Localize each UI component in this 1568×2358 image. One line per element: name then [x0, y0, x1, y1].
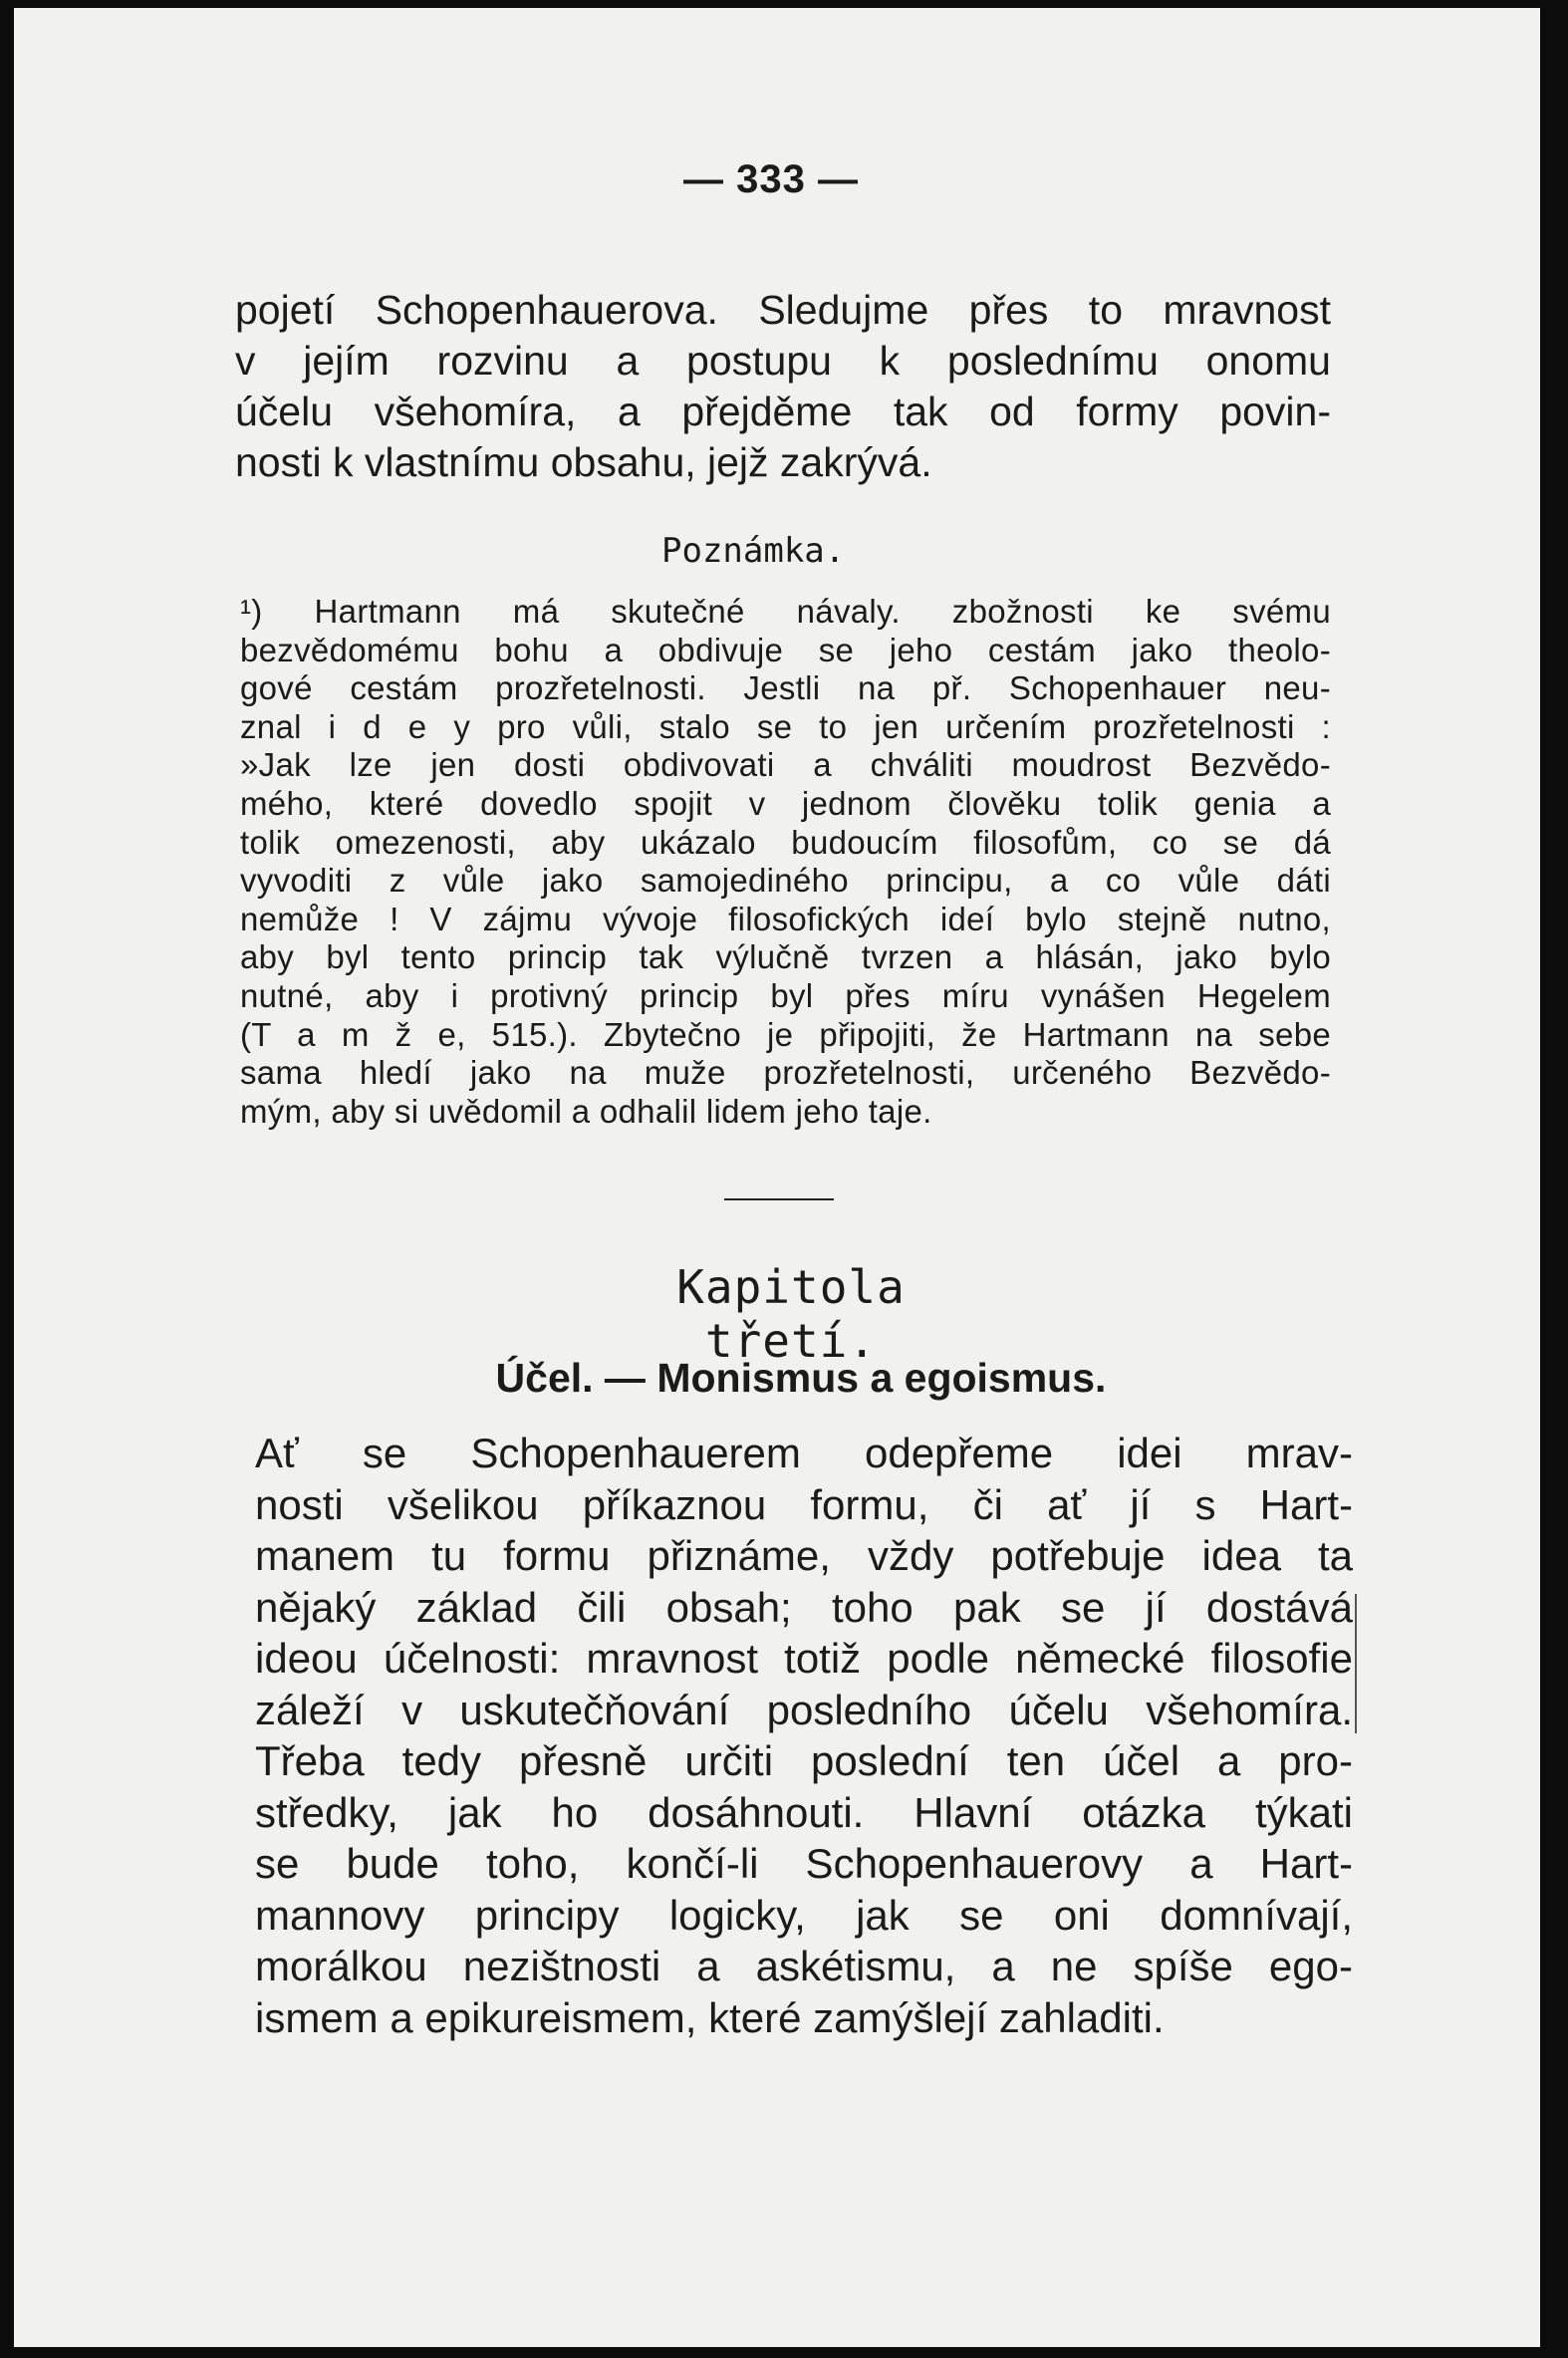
intro-paragraph	[235, 285, 1331, 488]
main-line: středky, jak ho dosáhnouti. Hlavní otázka týkati	[255, 1788, 1353, 1836]
intro-line: účelu všehomíra, a přejděme tak od formy povin-	[235, 389, 1331, 434]
margin-mark	[1355, 1594, 1357, 1733]
main-line: nosti všelikou příkaznou formu, či ať jí s Hart-	[255, 1480, 1353, 1528]
footnote-line: nemůže ! V zájmu vývoje filosofických ideí bylo stejně nutno,	[240, 900, 1331, 937]
footnote-line: vyvoditi z vůle jako samojediného principu, a co vůle dáti	[240, 862, 1331, 900]
footnote-line: sama hledí jako na muže prozřetelnosti, určeného Bezvědo-	[240, 1054, 1331, 1092]
footnote-line: aby byl tento princip tak výlučně tvrzen a hlásán, jako bylo	[240, 938, 1331, 976]
footnote-line: ¹) Hartmann má skutečné návaly. zbožnosti ke svému	[240, 593, 1331, 630]
main-line: se bude toho, končí-li Schopenhauerovy a Hart-	[255, 1840, 1353, 1887]
section-separator	[724, 1198, 834, 1200]
main-line: Ať se Schopenhauerem odepřeme idei mrav-	[255, 1430, 1353, 1476]
footnote-line: (T a m ž e, 515.). Zbytečno je připojiti, že Hartmann na sebe	[240, 1015, 1331, 1053]
footnote-line: znal i d e y pro vůli, stalo se to jen určením prozřetelnosti :	[240, 707, 1331, 745]
page-number: — 333 —	[683, 157, 859, 201]
intro-line: pojetí Schopenhauerova. Sledujme přes to mravnost	[235, 287, 1331, 333]
main-line: morálkou nezištnosti a askétismu, a ne spíše ego-	[255, 1943, 1353, 1989]
footnote-line: bezvědomému bohu a obdivuje se jeho cestám jako theolo-	[240, 631, 1331, 668]
main-line: ismem a epikureismem, které zamýšlejí zahladiti.	[255, 1993, 1165, 2041]
main-line: Třeba tedy přesně určiti poslední ten účel a pro-	[255, 1737, 1353, 1784]
footnote-line: gové cestám prozřetelnosti. Jestli na př. Schopenhauer neu-	[240, 669, 1331, 707]
note-heading: Poznámka.	[661, 531, 846, 571]
main-line: manem tu formu přiznáme, vždy potřebuje idea ta	[255, 1532, 1353, 1579]
footnote-line: mým, aby si uvědomil a odhalil lidem jeho taje.	[240, 1092, 932, 1130]
main-line: nějaký základ čili obsah; toho pak se jí dostává	[255, 1583, 1353, 1631]
chapter-subtitle: Účel. — Monismus a egoismus.	[495, 1355, 1107, 1401]
book-page	[14, 8, 1540, 2347]
footnote-line: tolik omezenosti, aby ukázalo budoucím filosofům, co se dá	[240, 823, 1331, 861]
footnote-paragraph	[240, 593, 1331, 1131]
main-line: mannovy principy logicky, jak se oni domnívají,	[255, 1891, 1353, 1939]
chapter-title: Kapitola třetí.	[676, 1260, 906, 1368]
intro-line: nosti k vlastnímu obsahu, jejž zakrývá.	[235, 439, 932, 485]
main-paragraph	[255, 1428, 1353, 2043]
main-line: ideou účelnosti: mravnost totiž podle německé filosofie	[255, 1635, 1353, 1682]
intro-line: v jejím rozvinu a postupu k poslednímu onomu	[235, 338, 1331, 384]
footnote-line: mého, které dovedlo spojit v jednom člověku tolik genia a	[240, 784, 1331, 822]
footnote-line: »Jak lze jen dosti obdivovati a chváliti moudrost Bezvědo-	[240, 746, 1331, 784]
main-line: záleží v uskutečňování posledního účelu všehomíra.	[255, 1686, 1353, 1733]
footnote-line: nutné, aby i protivný princip byl přes míru vynášen Hegelem	[240, 976, 1331, 1014]
